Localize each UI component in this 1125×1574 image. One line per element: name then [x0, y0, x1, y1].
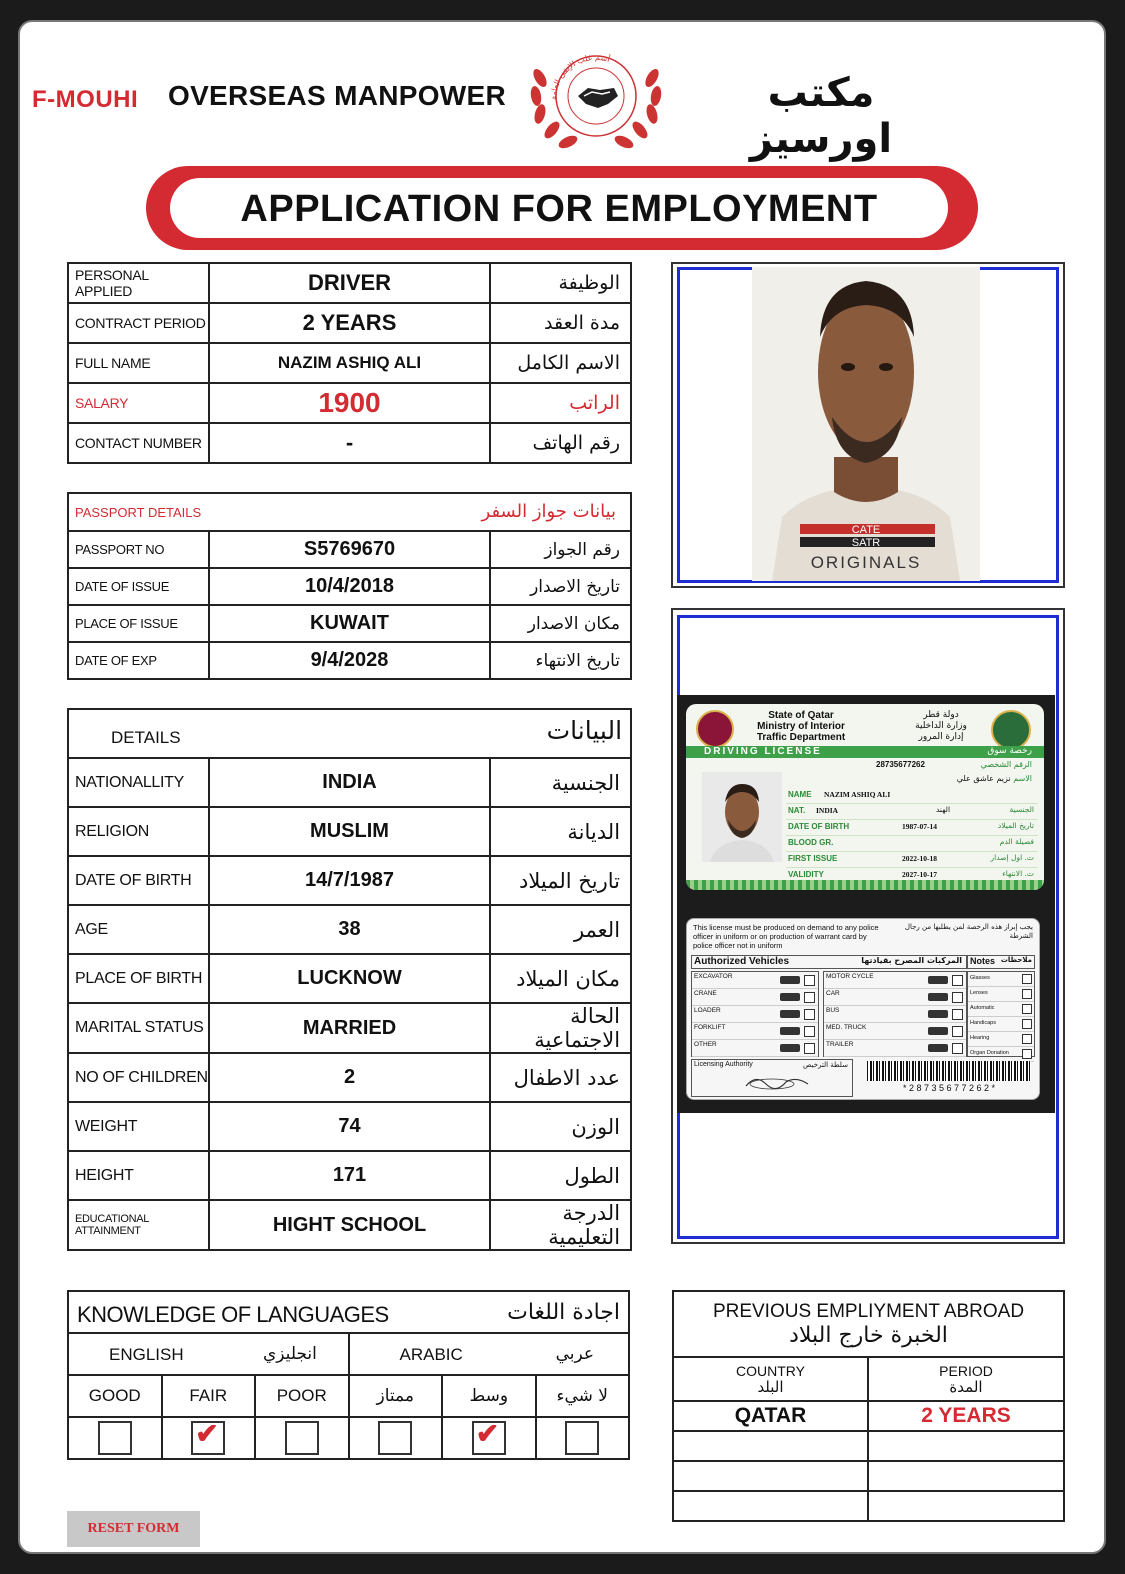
vehicle-icon: [928, 1010, 948, 1018]
passport-details-arabic: بيانات جواز السفر: [481, 501, 617, 522]
details-value: 74: [209, 1102, 490, 1151]
notes-checkbox: [1022, 974, 1032, 984]
language-check-cell: [255, 1417, 349, 1459]
license-ministry-ar: وزارة الداخلية: [915, 721, 967, 731]
vehicle-label: TRAILER: [826, 1041, 854, 1048]
passport-row: [68, 642, 631, 679]
passport-arabic: مكان الاصدار: [490, 605, 631, 642]
licensing-authority: [691, 1059, 853, 1097]
details-label: AGE: [68, 905, 209, 954]
license-band: [686, 746, 1044, 758]
brand-name: OVERSEAS MANPOWER: [168, 80, 507, 111]
vehicle-icon: [780, 1010, 800, 1018]
notes-label: Hearing: [970, 1035, 990, 1041]
language-check-cell: [349, 1417, 443, 1459]
applied-value: 1900: [209, 383, 490, 423]
applied-arabic: الراتب: [490, 383, 631, 423]
license-field-row: [786, 804, 1038, 820]
language-checkbox[interactable]: [472, 1418, 506, 1455]
notes-checkbox: [1022, 1049, 1032, 1059]
applied-arabic: رقم الهاتف: [490, 423, 631, 463]
previous-period: [868, 1491, 1064, 1521]
details-arabic: مكان الميلاد: [490, 954, 631, 1003]
details-row: [68, 807, 631, 856]
check-mark-icon: ✔: [475, 1418, 500, 1449]
license-field-label: NAT.: [788, 806, 806, 815]
notes-en: Notes: [970, 956, 996, 966]
authorized-vehicles-en: Authorized Vehicles: [694, 956, 790, 967]
license-band-en: DRIVING LICENSE: [704, 746, 822, 757]
vehicle-checkbox: [952, 992, 963, 1003]
details-arabic: الحالة الاجتماعية: [490, 1003, 631, 1053]
details-label: DATE OF BIRTH: [68, 856, 209, 905]
english-label: ENGLISH: [109, 1345, 184, 1364]
details-value: MUSLIM: [209, 807, 490, 856]
license-field-arabic: الجنسية: [1009, 805, 1034, 814]
vehicle-row: [824, 972, 966, 989]
passport-arabic: تاريخ الانتهاء: [490, 642, 631, 679]
vehicle-checkbox: [952, 1009, 963, 1020]
applied-value: -: [209, 423, 490, 463]
license-front: [686, 704, 1044, 890]
license-field-arabic: ت. الانتهاء: [1002, 869, 1034, 878]
passport-value: 10/4/2018: [209, 568, 490, 605]
license-notice-en: This license must be produced on demand to any police officer in uniform or on production of warrant card by police officer not in uniform: [693, 923, 879, 950]
details-label: DETAILS: [111, 728, 181, 747]
notes-row: [968, 1002, 1034, 1017]
details-value: INDIA: [209, 758, 490, 807]
license-field-value: INDIA: [816, 806, 839, 815]
details-label: NATIONALLITY: [68, 758, 209, 807]
license-state-ar: دولة قطر: [923, 710, 959, 720]
license-field-value: NAZIM ASHIQ ALI: [824, 790, 891, 799]
language-level-label: ممتاز: [349, 1375, 443, 1417]
vehicle-icon: [928, 1044, 948, 1052]
passport-label: DATE OF EXP: [68, 642, 209, 679]
license-notice-ar: يجب إبراز هذه الرخصة لمن يطلبها من رجال الشرطة: [904, 923, 1033, 940]
previous-employment-row: [673, 1491, 1064, 1521]
company-logo: [522, 38, 670, 156]
language-check-cell: [162, 1417, 256, 1459]
vehicle-icon: [928, 976, 948, 984]
previous-employment-title: PREVIOUS EMPLIYMENT ABROAD: [712, 1300, 1025, 1322]
notes-checkbox: [1022, 1004, 1032, 1014]
vehicle-checkbox: [952, 1026, 963, 1037]
vehicle-checkbox: [804, 992, 815, 1003]
vehicle-label: FORKLIFT: [694, 1024, 726, 1031]
vehicle-checkbox: [952, 1043, 963, 1054]
details-arabic: البيانات: [546, 716, 623, 745]
form-title: APPLICATION FOR EMPLOYMENT: [240, 188, 878, 230]
passport-label: DATE OF ISSUE: [68, 568, 209, 605]
period-header: PERIOD: [939, 1363, 993, 1379]
license-band-ar: رخصة سوق: [987, 746, 1032, 756]
notes-ar: ملاحظات: [1000, 956, 1032, 964]
previous-period: [868, 1431, 1064, 1461]
vehicle-label: LOADER: [694, 1007, 721, 1014]
passport-row: [68, 568, 631, 605]
license-field-arabic: تاريخ الميلاد: [997, 821, 1034, 830]
license-name-ar: نزيم عاشق علي: [956, 774, 1011, 783]
previous-country: [673, 1431, 868, 1461]
signature: [742, 1072, 812, 1092]
license-nat-ar: الهند: [936, 805, 951, 814]
vehicles-right: [823, 971, 967, 1057]
applied-label: CONTACT NUMBER: [68, 423, 209, 463]
authorized-vehicles-ar: المركبات المصرح بقيادتها: [861, 956, 962, 965]
details-label: NO OF CHILDREN: [68, 1053, 209, 1102]
license-field-value: 2022-10-18: [902, 854, 937, 863]
vehicles-left: [691, 971, 819, 1057]
license-field-row: [786, 836, 1038, 852]
check-mark-icon: ✔: [195, 1418, 219, 1449]
qatar-emblem: [696, 710, 734, 748]
notes-column: [967, 971, 1035, 1057]
vehicle-label: MED. TRUCK: [826, 1024, 867, 1031]
logo-ring-text: أسم غلب الإبقى العامة: [548, 52, 612, 101]
vehicle-icon: [780, 993, 800, 1001]
applied-value: DRIVER: [209, 263, 490, 303]
license-ministry-en: Ministry of Interior: [757, 721, 845, 732]
brand-name-arabic: مكتب اورسيز: [749, 70, 893, 162]
vehicle-row: [824, 1006, 966, 1023]
reset-form-button[interactable]: [67, 1511, 200, 1547]
licensing-authority-ar: سلطة الترخيص: [803, 1061, 848, 1069]
languages-title-arabic: اجادة اللغات: [507, 1300, 620, 1325]
arabic-arabic-label: عربي: [555, 1344, 594, 1364]
brand-name-red: F-MOUHI: [32, 86, 139, 113]
license-number-ar: الرقم الشخصي: [980, 760, 1032, 769]
previous-employment-title-arabic: الخبرة خارج البلاد: [789, 1322, 948, 1348]
vehicle-row: [824, 1023, 966, 1040]
previous-employment-row: [673, 1401, 1064, 1431]
language-checkbox[interactable]: [191, 1418, 225, 1455]
license-field-value: 2027-10-17: [902, 870, 937, 879]
applied-row: [68, 343, 631, 383]
notes-checkbox: [1022, 1034, 1032, 1044]
details-label: EDUCATIONAL ATTAINMENT: [68, 1200, 209, 1250]
shirt-text-1: CATE: [851, 524, 881, 536]
ministry-emblem: [991, 710, 1031, 750]
applied-label: FULL NAME: [68, 343, 209, 383]
notes-row: [968, 1032, 1034, 1047]
details-value: 14/7/1987: [209, 856, 490, 905]
shirt-text-3: ORIGINALS: [810, 553, 922, 572]
applied-value: 2 YEARS: [209, 303, 490, 343]
languages-table: [67, 1290, 630, 1460]
details-row: [68, 1102, 631, 1151]
details-table: [67, 708, 632, 1251]
details-label: PLACE OF BIRTH: [68, 954, 209, 1003]
details-arabic: الجنسية: [490, 758, 631, 807]
language-level-label: وسط: [442, 1375, 536, 1417]
previous-period: [868, 1461, 1064, 1491]
applied-label: SALARY: [68, 383, 209, 423]
notes-label: Glasses: [970, 975, 990, 981]
details-value: LUCKNOW: [209, 954, 490, 1003]
vehicle-checkbox: [804, 1043, 815, 1054]
vehicle-label: OTHER: [694, 1041, 717, 1048]
license-field-value: 1987-07-14: [902, 822, 937, 831]
passport-table: [67, 492, 632, 680]
license-back: [686, 918, 1040, 1100]
vehicle-row: [692, 1023, 818, 1040]
previous-country: [673, 1461, 868, 1491]
passport-label: PLACE OF ISSUE: [68, 605, 209, 642]
previous-employment-table: [672, 1290, 1065, 1522]
passport-value: KUWAIT: [209, 605, 490, 642]
applied-label: PERSONAL APPLIED: [68, 263, 209, 303]
details-value: MARRIED: [209, 1003, 490, 1053]
license-fields: [786, 788, 1038, 884]
notes-row: [968, 1047, 1034, 1062]
details-row: [68, 1053, 631, 1102]
notes-label: Lenses: [970, 990, 988, 996]
barcode: [867, 1061, 1031, 1081]
notes-row: [968, 972, 1034, 987]
details-label: MARITAL STATUS: [68, 1003, 209, 1053]
notes-label: Automatic: [970, 1005, 995, 1011]
applied-arabic: مدة العقد: [490, 303, 631, 343]
passport-label: PASSPORT NO: [68, 531, 209, 568]
vehicle-checkbox: [952, 975, 963, 986]
vehicle-label: MOTOR CYCLE: [826, 973, 874, 980]
vehicle-label: CAR: [826, 990, 840, 997]
language-checkbox[interactable]: [565, 1421, 599, 1455]
applicant-photo: [752, 267, 980, 581]
vehicle-checkbox: [804, 1009, 815, 1020]
details-row: [68, 856, 631, 905]
barcode-number: * 2 8 7 3 5 6 7 7 2 6 2 *: [902, 1083, 996, 1093]
license-field-arabic: ت. اول إصدار: [990, 853, 1034, 862]
applied-arabic: الاسم الكامل: [490, 343, 631, 383]
details-row: [68, 1151, 631, 1200]
language-level-label: POOR: [255, 1375, 349, 1417]
applied-value: NAZIM ASHIQ ALI: [209, 343, 490, 383]
reset-form-label: RESET FORM: [87, 1521, 180, 1536]
notes-row: [968, 987, 1034, 1002]
details-row: [68, 1003, 631, 1053]
english-arabic-label: انجليزي: [263, 1344, 317, 1364]
vehicle-icon: [780, 1027, 800, 1035]
license-dept-en: Traffic Department: [756, 732, 846, 743]
vehicle-row: [692, 989, 818, 1006]
details-label: WEIGHT: [68, 1102, 209, 1151]
language-level-label: FAIR: [162, 1375, 256, 1417]
vehicle-row: [692, 1006, 818, 1023]
notes-label: Handicaps: [970, 1020, 996, 1026]
details-row: [68, 758, 631, 807]
vehicle-checkbox: [804, 1026, 815, 1037]
previous-employment-row: [673, 1431, 1064, 1461]
license-field-label: VALIDITY: [788, 870, 824, 879]
license-field-label: DATE OF BIRTH: [788, 822, 850, 831]
language-level-label: GOOD: [68, 1375, 162, 1417]
vehicle-icon: [928, 993, 948, 1001]
applied-row: [68, 263, 631, 303]
previous-employment-row: [673, 1461, 1064, 1491]
previous-country: QATAR: [673, 1401, 868, 1431]
details-row: [68, 954, 631, 1003]
license-field-label: BLOOD GR.: [788, 838, 834, 847]
passport-details-label: PASSPORT DETAILS: [75, 505, 202, 520]
language-checkbox[interactable]: [98, 1421, 132, 1455]
details-arabic: الطول: [490, 1151, 631, 1200]
license-dept-ar: إدارة المرور: [918, 732, 964, 742]
license-field-row: [786, 820, 1038, 836]
language-check-cell: [442, 1417, 536, 1459]
details-arabic: عدد الاطفال: [490, 1053, 631, 1102]
languages-title: KNOWLEDGE OF LANGUAGES: [77, 1302, 389, 1327]
country-header: COUNTRY: [736, 1363, 805, 1379]
language-check-cell: [68, 1417, 162, 1459]
details-label: RELIGION: [68, 807, 209, 856]
details-label: HEIGHT: [68, 1151, 209, 1200]
license-photo: [702, 772, 782, 862]
licensing-authority-en: Licensing Authority: [694, 1061, 753, 1068]
language-checkbox[interactable]: [285, 1421, 319, 1455]
details-value: HIGHT SCHOOL: [209, 1200, 490, 1250]
license-state-en: State of Qatar: [768, 710, 834, 721]
details-row: [68, 905, 631, 954]
vehicle-label: CRANE: [694, 990, 717, 997]
passport-arabic: رقم الجواز: [490, 531, 631, 568]
license-field-row: [786, 852, 1038, 868]
country-header-arabic: البلد: [757, 1378, 784, 1396]
notes-label: Organ Donation: [970, 1050, 1009, 1056]
details-value: 171: [209, 1151, 490, 1200]
details-value: 38: [209, 905, 490, 954]
notes-checkbox: [1022, 1019, 1032, 1029]
vehicle-icon: [780, 1044, 800, 1052]
applied-label: CONTRACT PERIOD: [68, 303, 209, 343]
previous-country: [673, 1491, 868, 1521]
vehicle-checkbox: [804, 975, 815, 986]
license-name-ar-label: الاسم: [1013, 774, 1032, 783]
notes-checkbox: [1022, 989, 1032, 999]
passport-arabic: تاريخ الاصدار: [490, 568, 631, 605]
vehicle-icon: [780, 976, 800, 984]
period-header-arabic: المدة: [949, 1378, 983, 1396]
language-checkbox[interactable]: [378, 1421, 412, 1455]
passport-row: [68, 531, 631, 568]
vehicle-row: [692, 972, 818, 989]
language-check-cell: [536, 1417, 630, 1459]
shirt-text-2: SATR: [851, 537, 881, 549]
license-field-arabic: فصيلة الدم: [999, 837, 1034, 846]
details-arabic: تاريخ الميلاد: [490, 856, 631, 905]
details-arabic: الدرجة التعليمية: [490, 1200, 631, 1250]
application-table: [67, 262, 632, 464]
vehicle-row: [692, 1040, 818, 1057]
license-field-label: FIRST ISSUE: [788, 854, 838, 863]
applied-row: [68, 383, 631, 423]
applied-row: [68, 423, 631, 463]
details-row: [68, 1200, 631, 1250]
details-value: 2: [209, 1053, 490, 1102]
license-field-label: NAME: [788, 790, 812, 799]
license-field-row: [786, 788, 1038, 804]
passport-row: [68, 605, 631, 642]
passport-value: 9/4/2028: [209, 642, 490, 679]
arabic-label: ARABIC: [399, 1345, 463, 1364]
details-arabic: الوزن: [490, 1102, 631, 1151]
vehicle-label: BUS: [826, 1007, 840, 1014]
details-arabic: الديانة: [490, 807, 631, 856]
applied-arabic: الوظيفة: [490, 263, 631, 303]
license-number: 28735677262: [876, 760, 925, 769]
applied-row: [68, 303, 631, 343]
language-level-label: لا شيء: [536, 1375, 630, 1417]
vehicle-row: [824, 989, 966, 1006]
details-arabic: العمر: [490, 905, 631, 954]
vehicle-label: EXCAVATOR: [694, 973, 733, 980]
vehicle-row: [824, 1040, 966, 1057]
notes-row: [968, 1017, 1034, 1032]
vehicle-icon: [928, 1027, 948, 1035]
previous-period: 2 YEARS: [868, 1401, 1064, 1431]
passport-value: S5769670: [209, 531, 490, 568]
